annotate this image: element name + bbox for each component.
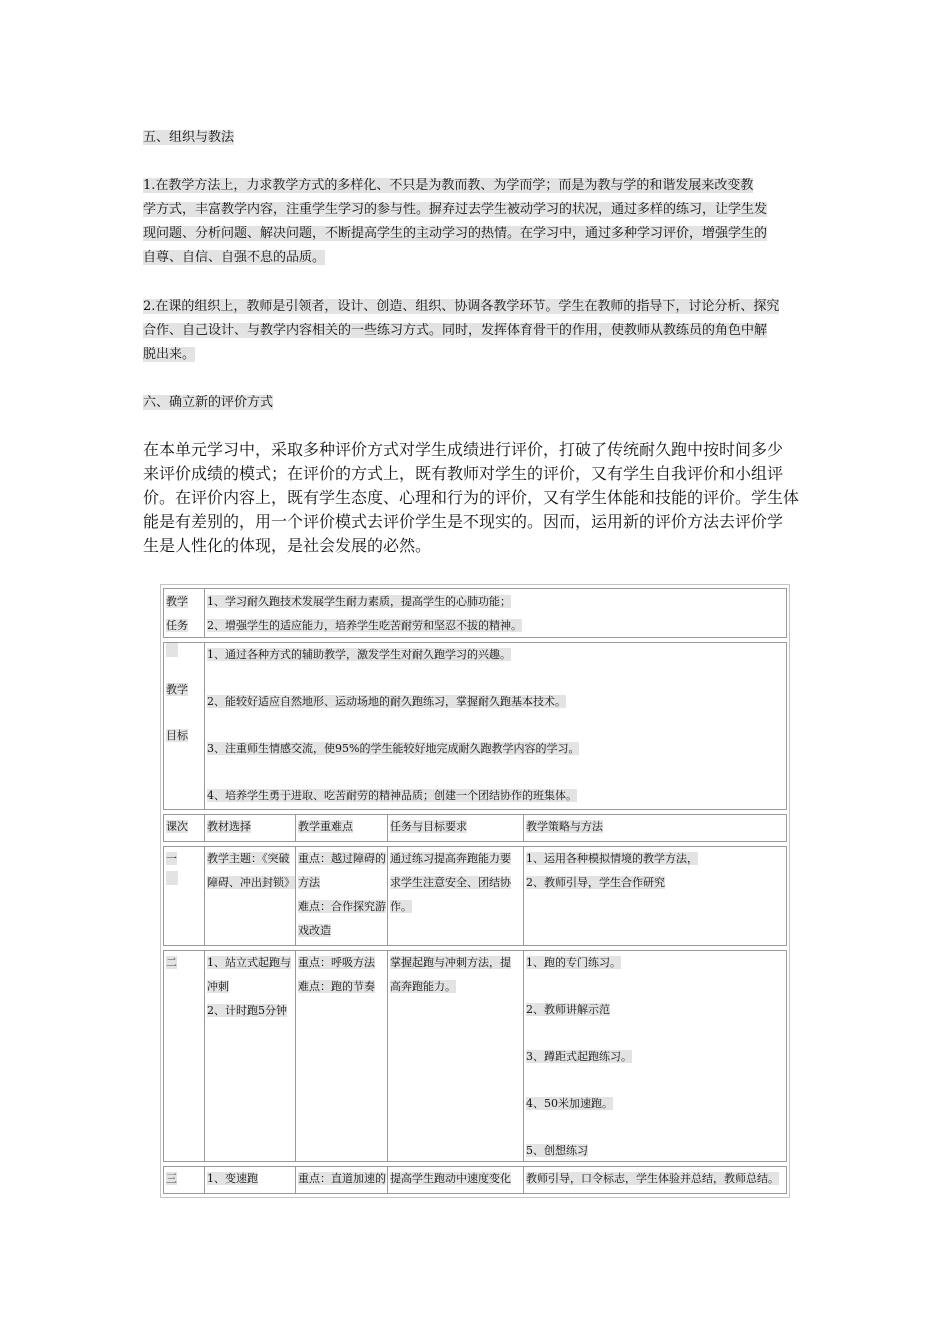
lesson-2-keypoints: 重点：呼吸方法 难点：跑的节奏: [295, 950, 388, 1162]
lesson-3-keypoints: 重点：直道加速的: [295, 1166, 388, 1194]
lesson-1-goals: 通过练习提高奔跑能力要 求学生注意安全、团结协 作。: [387, 846, 524, 946]
lesson-2-goals: 掌握起跑与冲刺方法，提 高奔跑能力。: [387, 950, 524, 1162]
text-line: 学方式，丰富教学内容，注重学生学习的参与性。摒弃过去学生被动学习的状况，通过多样的练习，让学生发: [143, 202, 768, 217]
task-label-cell: 教学 任务: [163, 588, 205, 638]
lesson-3-number: 三: [163, 1166, 205, 1194]
goal-items-cell: 1、通过各种方式的辅助教学，激发学生对耐久跑学习的兴趣。 2、能较好适应自然地形、运动场地的耐久跑练习，掌握耐久跑基本技术。 3、注重师生情感交流，使95%的学生能较好地完成耐久跑教学内容的学习。 4、培养学生勇于进取、吃苦耐劳的精神品质；创建一个团结协作的班集体。: [204, 642, 787, 810]
goal-label-cell: 教学 目标: [163, 642, 205, 810]
section-5-heading: 五、组织与教法: [143, 130, 235, 145]
text-line: 自尊、自信、自强不息的品质。: [143, 250, 326, 265]
lesson-1-material: 教学主题：《突破 障碍、冲出封锁》: [204, 846, 296, 946]
text-line: 来评价成绩的模式；在评价的方式上，既有教师对学生的评价，又有学生自我评价和小组评: [143, 464, 784, 483]
lesson-3-goals: 提高学生跑动中速度变化: [387, 1166, 524, 1194]
lesson-1-keypoints: 重点：越过障碍的 方法 难点：合作探究游 戏改造: [295, 846, 388, 946]
task-items-cell: 1、学习耐久跑技术发展学生耐力素质，提高学生的心肺功能； 2、增强学生的适应能力，培养学生吃苦耐劳和坚忍不拔的精神。: [204, 588, 787, 638]
text-line: 1.在教学方法上，力求教学方式的多样化、不只是为教而教、为学而学；而是为教与学的和谐发展来改变教: [143, 178, 754, 193]
header-keypoints: 教学重难点: [295, 814, 388, 842]
text-line: 合作、自己设计、与教学内容相关的一些练习方式。同时，发挥体育骨干的作用，使教师从教练员的角色中解: [143, 323, 768, 338]
lesson-1-methods: 1、运用各种模拟情境的教学方法， 2、教师引导，学生合作研究: [523, 846, 787, 946]
section-5-paragraph-2: [143, 295, 811, 367]
text-line: 脱出来。: [143, 347, 196, 362]
text-line: 价。在评价内容上，既有学生态度、心理和行为的评价，又有学生体能和技能的评价。学生体: [143, 488, 800, 507]
section-5-paragraph-1: [143, 174, 811, 270]
section-6-heading: 六、确立新的评价方式: [143, 395, 274, 410]
text-line: 2.在课的组织上，教师是引领者，设计、创造、组织、协调各教学环节。学生在教师的指导下，讨论分析、探究: [143, 299, 780, 314]
header-material: 教材选择: [204, 814, 296, 842]
lesson-2-number: 二: [163, 950, 205, 1162]
text-line: 在本单元学习中，采取多种评价方式对学生成绩进行评价，打破了传统耐久跑中按时间多少: [143, 440, 784, 459]
lesson-2-material: 1、站立式起跑与 冲刺 2、计时跑5分钟: [204, 950, 296, 1162]
section-6-paragraph: [143, 438, 811, 558]
header-goals: 任务与目标要求: [387, 814, 524, 842]
text-line: 能是有差别的，用一个评价模式去评价学生是不现实的。因而，运用新的评价方法去评价学: [143, 512, 784, 531]
text-line: 生是人性化的体现，是社会发展的必然。: [143, 536, 432, 555]
lesson-3-methods: 教师引导，口令标志，学生体验并总结，教师总结。: [523, 1166, 787, 1194]
header-lesson: 课次: [163, 814, 205, 842]
header-methods: 教学策略与方法: [523, 814, 787, 842]
lesson-2-methods: 1、跑的专门练习。 2、教师讲解示范 3、蹲距式起跑练习。 4、50米加速跑。 5、创想练习: [523, 950, 787, 1162]
text-line: 现问题、分析问题、解决问题，不断提高学生的主动学习的热情。在学习中，通过多种学习评价，增强学生的: [143, 226, 768, 241]
lesson-3-material: 1、变速跑: [204, 1166, 296, 1194]
lesson-1-number: 一: [163, 846, 205, 946]
